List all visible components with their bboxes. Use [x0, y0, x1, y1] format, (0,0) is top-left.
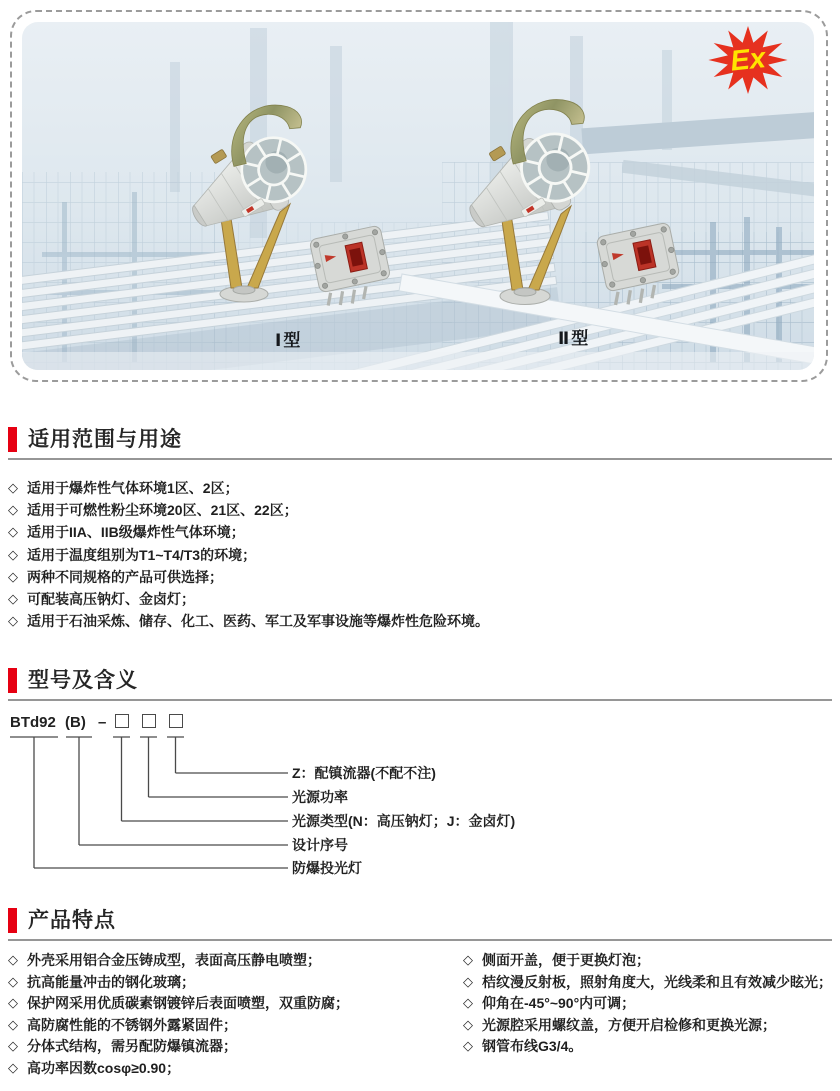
- section-accent-bar: [8, 427, 17, 452]
- list-item: [8, 1061, 463, 1075]
- diamond-bullet-icon: ◇: [8, 546, 18, 562]
- list-item-text: 两种不同规格的产品可供选择；: [27, 568, 223, 585]
- diamond-bullet-icon: ◇: [8, 1016, 18, 1032]
- list-item: [463, 975, 832, 989]
- list-item: [8, 481, 832, 495]
- list-item-text: 仰角在-45°~90°内可调；: [482, 995, 636, 1012]
- list-item: [463, 996, 832, 1010]
- diamond-bullet-icon: ◇: [8, 1038, 18, 1054]
- list-item-text: 可配装高压钠灯、金卤灯；: [27, 590, 195, 607]
- list-item-text: 抗高能量冲击的钢化玻璃；: [27, 973, 195, 990]
- section-features-header: [8, 908, 832, 941]
- model-label-design-serial: 设计序号: [292, 837, 348, 853]
- diamond-bullet-icon: ◇: [8, 480, 18, 495]
- list-item: [8, 548, 832, 562]
- list-item-text: 桔纹漫反射板，照射角度大，光线柔和且有效减少眩光；: [482, 973, 832, 990]
- section-application-title: 适用范围与用途: [28, 428, 182, 451]
- features-list-right: [463, 953, 832, 1083]
- list-item: [8, 975, 463, 989]
- section-model: [8, 668, 832, 890]
- features-list-left: [8, 953, 463, 1083]
- list-item: [8, 614, 832, 628]
- diamond-bullet-icon: ◇: [463, 995, 473, 1011]
- list-item-text: 适用于爆炸性气体环境1区、2区；: [27, 480, 239, 496]
- industrial-background-illustration: [22, 22, 814, 370]
- diamond-bullet-icon: ◇: [8, 952, 18, 967]
- list-item-text: 保护网采用优质碳素钢镀锌后表面喷塑，双重防腐；: [27, 995, 349, 1012]
- list-item: [463, 1039, 832, 1053]
- diamond-bullet-icon: ◇: [8, 1059, 18, 1075]
- section-model-title: 型号及含义: [28, 669, 138, 692]
- product-photo: [22, 22, 814, 370]
- list-item: [463, 953, 832, 967]
- section-accent-bar: [8, 668, 17, 693]
- list-item: [8, 1039, 463, 1053]
- list-item: [463, 1018, 832, 1032]
- section-application: [8, 427, 832, 636]
- list-item-text: 外壳采用铝合金压铸成型，表面高压静电喷塑；: [27, 952, 321, 968]
- diamond-bullet-icon: ◇: [463, 1016, 473, 1032]
- diamond-bullet-icon: ◇: [8, 590, 18, 606]
- model-label-power: 光源功率: [292, 789, 348, 805]
- product-photo-frame: [10, 10, 828, 382]
- list-item-text: 分体式结构，需另配防爆镇流器；: [27, 1038, 237, 1055]
- model-code-box-1: [115, 714, 129, 728]
- photo-bottom-fade: [22, 352, 814, 370]
- features-columns: [8, 953, 832, 1083]
- section-features-title: 产品特点: [28, 909, 116, 932]
- section-features: [8, 908, 832, 1083]
- list-item: [8, 592, 832, 606]
- list-item-text: 适用于石油采炼、储存、化工、医药、军工及军事设施等爆炸性危险环境。: [27, 613, 489, 630]
- list-item-text: 适用于温度组别为T1~T4/T3的环境；: [27, 546, 257, 563]
- list-item: [8, 996, 463, 1010]
- diamond-bullet-icon: ◇: [463, 952, 473, 967]
- list-item-text: 侧面开盖，便于更换灯泡；: [482, 952, 650, 968]
- diamond-bullet-icon: ◇: [463, 1038, 473, 1054]
- model-code-b: (B): [65, 714, 86, 731]
- list-item-text: 适用于IIA、IIB级爆炸性气体环境；: [27, 524, 245, 541]
- list-item-text: 光源腔采用螺纹盖，方便开启检修和更换光源；: [482, 1016, 776, 1033]
- diamond-bullet-icon: ◇: [8, 973, 18, 989]
- list-item-text: 钢管布线G3/4。: [482, 1038, 583, 1055]
- section-model-header: [8, 668, 832, 701]
- list-item: [8, 953, 463, 967]
- application-list: [8, 481, 832, 628]
- ex-badge-text: Ex: [728, 42, 768, 78]
- list-item: [8, 570, 832, 584]
- list-item-text: 高防腐性能的不锈钢外露紧固件；: [27, 1016, 237, 1033]
- list-item-text: 高功率因数cosφ≥0.90；: [27, 1059, 181, 1076]
- type2-label: Ⅱ型: [558, 329, 591, 348]
- section-application-header: [8, 427, 832, 460]
- model-code-dash: –: [98, 714, 107, 731]
- model-diagram: [8, 710, 832, 890]
- diamond-bullet-icon: ◇: [8, 524, 18, 540]
- list-item: [8, 503, 832, 517]
- diamond-bullet-icon: ◇: [8, 568, 18, 584]
- list-item-text: 适用于可燃性粉尘环境20区、21区、22区；: [27, 502, 298, 519]
- section-accent-bar: [8, 908, 17, 933]
- model-code-box-2: [142, 714, 156, 728]
- model-code-prefix: BTd92: [10, 714, 56, 731]
- list-item: [8, 1018, 463, 1032]
- diamond-bullet-icon: ◇: [8, 995, 18, 1011]
- ex-badge: [704, 22, 792, 104]
- diamond-bullet-icon: ◇: [8, 502, 18, 518]
- model-label-source-type: 光源类型(N：高压钠灯；J：金卤灯): [292, 813, 516, 829]
- diamond-bullet-icon: ◇: [8, 613, 18, 629]
- list-item: [8, 525, 832, 539]
- model-diagram-lines: [8, 710, 832, 890]
- model-label-product-type: 防爆投光灯: [292, 860, 362, 876]
- diamond-bullet-icon: ◇: [463, 973, 473, 989]
- model-code-box-3: [169, 714, 183, 728]
- model-label-ballast: Z：配镇流器(不配不注): [292, 765, 436, 781]
- type1-label: Ⅰ型: [275, 331, 303, 350]
